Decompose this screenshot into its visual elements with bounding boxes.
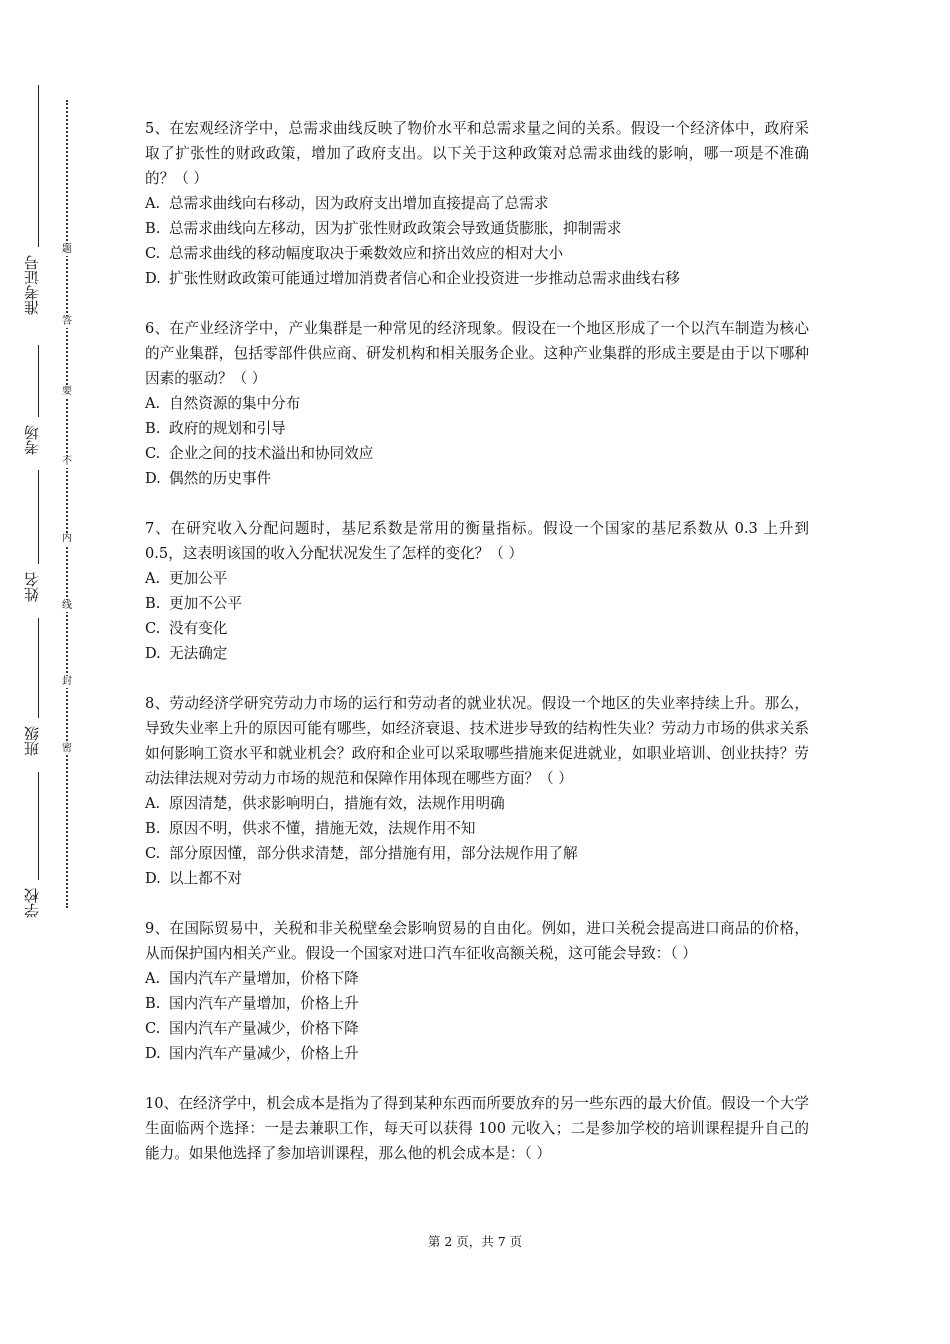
seal-char: 封	[59, 676, 75, 688]
option-d: D. 以上都不对	[145, 870, 242, 887]
option-a: A. 更加公平	[145, 570, 228, 587]
option-c: C. 企业之间的技术溢出和协同效应	[145, 445, 374, 462]
option-c: C. 国内汽车产量减少，价格下降	[145, 1020, 359, 1037]
option-d: D. 国内汽车产量减少，价格上升	[145, 1045, 359, 1062]
option-d: D. 无法确定	[145, 645, 228, 662]
question-7	[145, 516, 809, 666]
field-ticket-number-line	[38, 85, 39, 247]
option-b: B. 总需求曲线向左移动，因为扩张性财政政策会导致通货膨胀，抑制需求	[145, 220, 622, 237]
field-exam-room: 考场	[23, 425, 41, 455]
option-a: A. 国内汽车产量增加，价格下降	[145, 970, 359, 987]
seal-char: 线	[59, 600, 75, 612]
seal-char: 题	[59, 244, 75, 256]
option-a: A. 原因清楚，供求影响明白，措施有效，法规作用明确	[145, 795, 505, 812]
field-name-line	[38, 470, 39, 564]
option-b: B. 更加不公平	[145, 595, 242, 612]
option-c: C. 没有变化	[145, 620, 228, 637]
option-b: B. 政府的规划和引导	[145, 420, 286, 437]
option-d: D. 扩张性财政政策可能通过增加消费者信心和企业投资进一步推动总需求曲线右移	[145, 270, 680, 287]
field-exam-room-line	[38, 345, 39, 417]
page-number: 第 2 页，共 7 页	[427, 1234, 523, 1249]
question-text: 9、在国际贸易中，关税和非关税壁垒会影响贸易的自由化。例如，进口关税会提高进口商品的价格，从而保护国内相关产业。假设一个国家对进口汽车征收高额关税，这可能会导致：（ ）	[145, 920, 809, 962]
field-school: 学校	[23, 888, 41, 918]
option-a: A. 自然资源的集中分布	[145, 395, 301, 412]
question-text: 7、在研究收入分配问题时，基尼系数是常用的衡量指标。假设一个国家的基尼系数从 0.3 上升到 0.5，这表明该国的收入分配状况发生了怎样的变化？（ ）	[145, 520, 809, 562]
question-text: 5、在宏观经济学中，总需求曲线反映了物价水平和总需求量之间的关系。假设一个经济体中，政府采取了扩张性的财政政策，增加了政府支出。以下关于这种政策对总需求曲线的影响，哪一项是不准确的？（ ）	[145, 120, 809, 187]
option-a: A. 总需求曲线向右移动，因为政府支出增加直接提高了总需求	[145, 195, 549, 212]
option-c: C. 部分原因懂，部分供求清楚，部分措施有用，部分法规作用了解	[145, 845, 578, 862]
option-b: B. 国内汽车产量增加，价格上升	[145, 995, 359, 1012]
option-b: B. 原因不明，供求不懂，措施无效，法规作用不知	[145, 820, 476, 837]
question-9	[145, 916, 809, 1066]
question-list	[145, 116, 809, 1191]
seal-char: 密	[59, 743, 75, 755]
option-c: C. 总需求曲线的移动幅度取决于乘数效应和挤出效应的相对大小	[145, 245, 564, 262]
seal-char: 不	[59, 456, 75, 468]
seal-char: 内	[59, 533, 75, 545]
option-d: D. 偶然的历史事件	[145, 470, 272, 487]
seal-char: 要	[59, 386, 75, 398]
field-class-line	[38, 618, 39, 718]
question-8	[145, 691, 809, 891]
field-ticket-number: 准考证号	[23, 255, 41, 315]
question-5	[145, 116, 809, 291]
question-text: 8、劳动经济学研究劳动力市场的运行和劳动者的就业状况。假设一个地区的失业率持续上升。那么，导致失业率上升的原因可能有哪些，如经济衰退、技术进步导致的结构性失业？劳动力市场的供求关系如何影响工资水平和就业机会？政府和企业可以采取哪些措施来促进就业，如职业培训、创业扶持？劳动法律法规对劳动力市场的规范和保障作用体现在哪些方面？（ ）	[145, 695, 809, 787]
field-class: 班级	[23, 726, 41, 756]
question-text: 6、在产业经济学中，产业集群是一种常见的经济现象。假设在一个地区形成了一个以汽车制造为核心的产业集群，包括零部件供应商、研发机构和相关服务企业。这种产业集群的形成主要是由于以下哪种因素的驱动？（ ）	[145, 320, 809, 387]
field-school-line	[38, 772, 39, 880]
question-6	[145, 316, 809, 491]
field-name: 姓名	[23, 572, 41, 602]
question-text: 10、在经济学中，机会成本是指为了得到某种东西而所要放弃的另一些东西的最大价值。假设一个大学生面临两个选择：一是去兼职工作，每天可以获得 100 元收入；二是参加学校的培训课程提升自己的能力。如果他选择了参加培训课程，那么他的机会成本是：（ ）	[145, 1095, 809, 1162]
seal-char: 答	[59, 316, 75, 328]
seal-dotted-line	[66, 100, 68, 908]
question-10	[145, 1091, 809, 1166]
